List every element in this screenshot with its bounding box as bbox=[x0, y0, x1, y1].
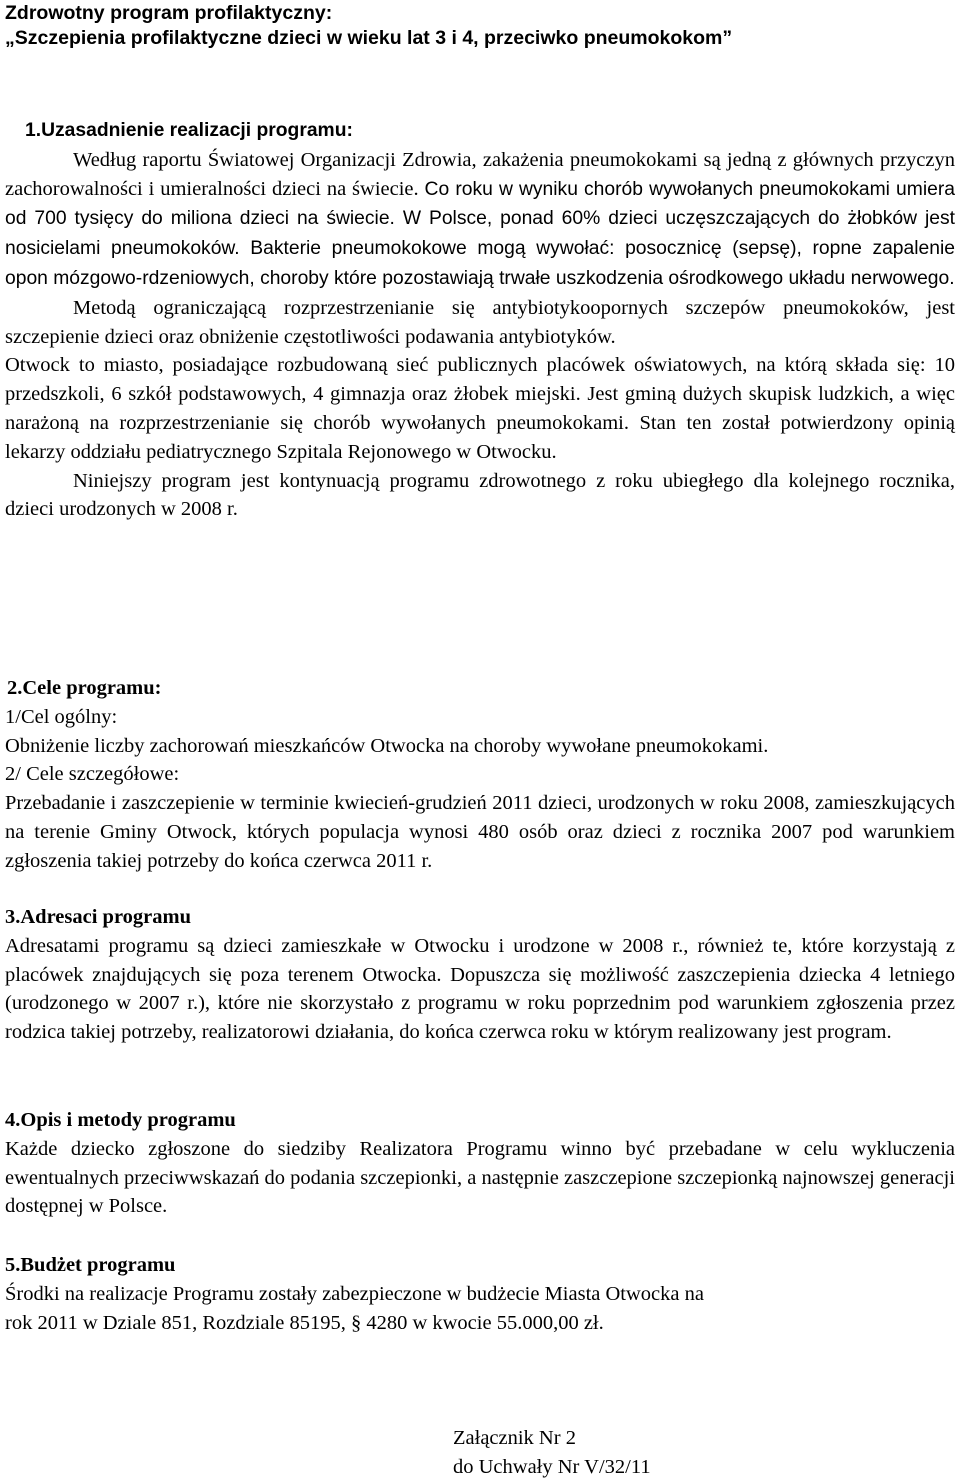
attachment-number: Załącznik Nr 2 bbox=[453, 1427, 576, 1449]
section-heading-2: 2.Cele programu: bbox=[7, 677, 162, 699]
program-title: „Szczepienia profilaktyczne dzieci w wieku lat 3 i 4, przeciwko pneumokokom” bbox=[5, 27, 733, 49]
paragraph: Niniejszy program jest kontynuacją programu zdrowotnego z roku ubiegłego dla kolejnego rocznika, dzieci urodzonych w 2008 r. bbox=[5, 469, 955, 521]
paragraph: Każde dziecko zgłoszone do siedziby Realizatora Programu winno być przebadane w celu wykluczenia ewentualnych przeciwwskazań do podania szczepionki, a następnie zaszczepione szczepionką najnowszej generacji dostępnej w Polsce. bbox=[5, 1137, 955, 1218]
paragraph: Metodą ograniczającą rozprzestrzenianie się antybiotykoopornych szczepów pneumokoków, jest szczepienie dzieci oraz obniżenie częstotliwości podawania antybiotyków. bbox=[5, 296, 955, 348]
section-heading-4: 4.Opis i metody programu bbox=[5, 1109, 236, 1131]
section-heading-5: 5.Budżet programu bbox=[5, 1254, 176, 1276]
section-budget bbox=[5, 1251, 955, 1337]
general-goal-text: Obniżenie liczby zachorowań mieszkańców Otwocka na choroby wywołane pneumokokami. bbox=[5, 734, 769, 757]
budget-line: Środki na realizacje Programu zostały zabezpieczone w budżecie Miasta Otwocka na bbox=[5, 1282, 704, 1305]
program-title-label: Zdrowotny program profilaktyczny: bbox=[5, 2, 333, 24]
general-goal-label: 1/Cel ogólny: bbox=[5, 705, 118, 728]
resolution-number: do Uchwały Nr V/32/11 bbox=[453, 1456, 651, 1478]
section-addressees bbox=[5, 903, 955, 1047]
attachment-note bbox=[453, 1424, 773, 1482]
section-goals bbox=[5, 674, 955, 876]
section-heading-1: 1.Uzasadnienie realizacji programu: bbox=[25, 120, 353, 141]
specific-goals-text: Przebadanie i zaszczepienie w terminie kwiecień-grudzień 2011 dzieci, urodzonych w roku 2008, zamieszkujących na terenie Gminy Otwock, których populacja wynosi 480 osób oraz dzieci z rocznika 2007 pod warunkiem zgłoszenia takiej potrzeby do końca czerwca 2011 r. bbox=[5, 792, 955, 872]
specific-goals-label: 2/ Cele szczegółowe: bbox=[5, 763, 180, 786]
section-heading-3: 3.Adresaci programu bbox=[5, 906, 192, 928]
paragraph-text: Według raportu Światowej Organizacji Zdrowia, zakażenia pneumokokami są jedną z głównych przyczyn zachorowalności i umieralności dzieci na świecie. bbox=[5, 148, 955, 200]
paragraph bbox=[5, 146, 955, 294]
section-methods bbox=[5, 1106, 955, 1221]
paragraph: Otwock to miasto, posiadające rozbudowaną sieć publicznych placówek oświatowych, na którą składa się: 10 przedszkoli, 6 szkół podstawowych, 4 gimnazja oraz żłobek miejski. Jest gminą dużych skupisk ludzkich, a więc narażoną na rozprzestrzenianie się chorób wywołanych pneumokokami. Stan ten został potwierdzony opinią lekarzy oddziału pediatrycznego Szpitala Rejonowego w Otwocku. bbox=[5, 354, 955, 463]
paragraph: Adresatami programu są dzieci zamieszkałe w Otwocku i urodzone w 2008 r., również te, które korzystają z placówek znajdujących się poza terenem Otwocka. Dopuszcza się możliwość zaszczepienia dziecka 4 letniego (urodzonego w 2007 r.), które nie skorzystało z programu w roku poprzednim pod warunkiem zgłoszenia przez rodzica takiej potrzeby, realizatorowi działania, do końca czerwca roku w którym realizowany jest program. bbox=[5, 934, 955, 1044]
budget-line: rok 2011 w Dziale 851, Rozdziale 85195, § 4280 w kwocie 55.000,00 zł. bbox=[5, 1311, 604, 1334]
paragraph-text-sans: Co roku w wyniku chorób wywołanych pneumokokami umiera od 700 tysięcy do miliona dzieci na świecie. W Polsce, ponad 60% dzieci uczęszczających do żłobków jest nosicielami pneumokoków. Bakterie pneumokokowe mogą wywołać: posocznicę (sepsę), ropne zapalenie opon mózgowo-rdzeniowych, choroby które pozostawiają trwałe uszkodzenia ośrodkowego układu nerwowego. bbox=[5, 178, 955, 289]
section-justification bbox=[5, 117, 955, 524]
